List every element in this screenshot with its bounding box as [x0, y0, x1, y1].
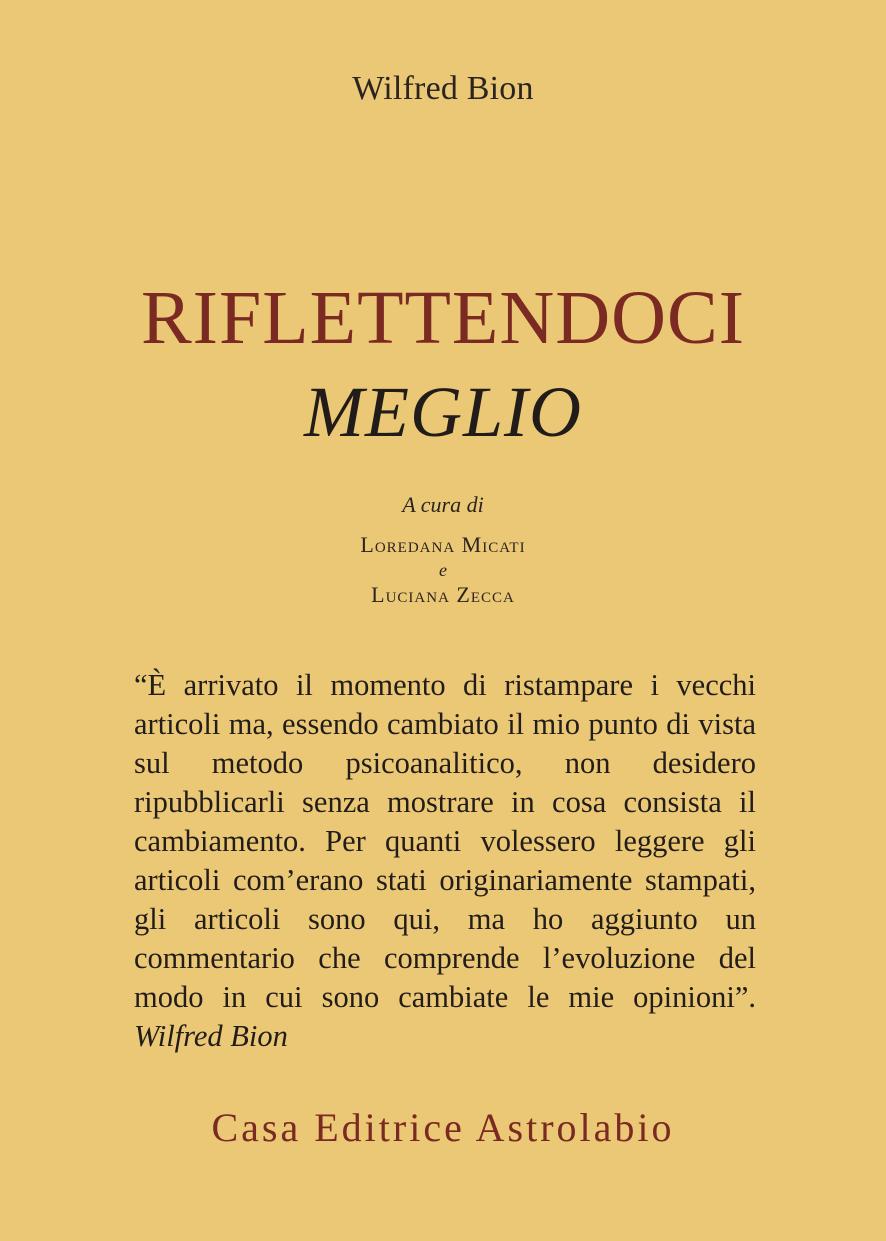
quote-attribution: Wilfred Bion [134, 1019, 288, 1053]
author-name: Wilfred Bion [352, 70, 534, 107]
editor-conjunction: e [439, 560, 447, 580]
book-title-second-line: MEGLIO [304, 372, 582, 452]
editor-name-1: Loredana Micati [360, 532, 526, 557]
editor-label: A cura di [402, 492, 484, 517]
cover-quote [134, 666, 756, 1056]
quote-text: “È arrivato il momento di ristampare i vecchi articoli ma, essendo cambiato il mio punto di vista sul metodo psicoanalitico, non desidero ripubblicarli senza mostrare in cosa consista il cambiamento. Per quanti volessero leggere gli articoli com’erano stati originariamente stampati, gli articoli sono qui, ma ho aggiunto un commentario che comprende l’evoluzione del modo in cui sono cambiate le mie opinioni”. [134, 668, 756, 1014]
editor-name-2: Luciana Zecca [371, 582, 515, 607]
editors-block [0, 490, 886, 610]
book-title: RIFLETTENDOCI [140, 276, 746, 360]
publisher-name: Casa Editrice Astrolabio [211, 1105, 675, 1150]
